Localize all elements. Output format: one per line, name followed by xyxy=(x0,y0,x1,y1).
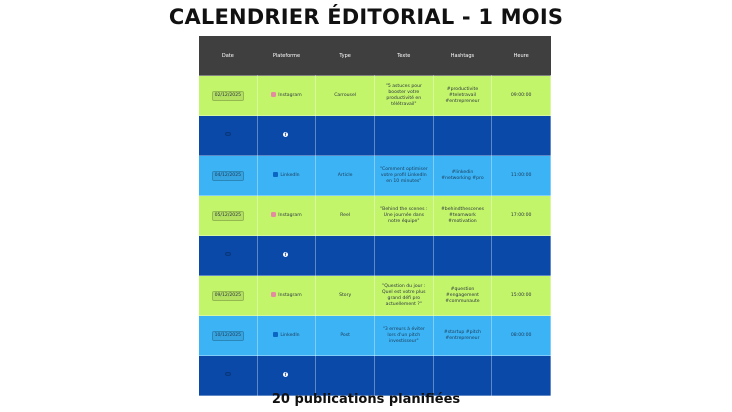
cell-type: Article xyxy=(316,156,375,196)
cell-type: Post xyxy=(316,316,375,356)
cell-text: "3 erreurs à éviter lors d'un pitch investisseur" xyxy=(374,316,433,356)
instagram-icon xyxy=(271,212,276,217)
cell-time: 08:00:00 xyxy=(492,316,551,356)
cell-platform xyxy=(257,76,316,116)
table-row xyxy=(199,316,551,356)
cell-type: Reel xyxy=(316,196,375,236)
linkedin-icon xyxy=(273,332,278,337)
column-header-text: Texte xyxy=(374,36,433,76)
cell-date xyxy=(199,276,258,316)
cell-hashtags xyxy=(433,356,492,396)
platform-label: Instagram xyxy=(278,213,302,218)
platform-label: LinkedIn xyxy=(280,333,300,338)
cell-text: "5 astuces pour booster votre productivité en télétravail" xyxy=(374,76,433,116)
cell-text xyxy=(374,356,433,396)
linkedin-icon xyxy=(273,172,278,177)
cell-type: Story xyxy=(316,276,375,316)
date-badge xyxy=(225,372,231,376)
cell-hashtags: #behindthescenes #teamwork #motivation xyxy=(433,196,492,236)
table-row xyxy=(199,236,551,276)
table-row xyxy=(199,116,551,156)
cell-type xyxy=(316,236,375,276)
column-header-date: Date xyxy=(199,36,258,76)
cell-date xyxy=(199,236,258,276)
cell-date xyxy=(199,76,258,116)
cell-date xyxy=(199,196,258,236)
cell-time xyxy=(492,116,551,156)
cell-type: Carrousel xyxy=(316,76,375,116)
date-badge: 02/12/2025 xyxy=(212,91,244,101)
column-header-time: Heure xyxy=(492,36,551,76)
editorial-calendar-table xyxy=(198,36,551,396)
date-badge: 05/12/2025 xyxy=(212,211,244,221)
cell-platform xyxy=(257,356,316,396)
instagram-icon xyxy=(271,292,276,297)
cell-platform xyxy=(257,156,316,196)
facebook-icon: f xyxy=(284,372,287,377)
column-header-platform: Plateforme xyxy=(257,36,316,76)
cell-platform xyxy=(257,316,316,356)
cell-text xyxy=(374,116,433,156)
cell-time: 17:00:00 xyxy=(492,196,551,236)
platform-label: Instagram xyxy=(278,293,302,298)
instagram-icon xyxy=(271,92,276,97)
platform-label: LinkedIn xyxy=(280,173,300,178)
cell-platform xyxy=(257,236,316,276)
cell-time: 09:00:00 xyxy=(492,76,551,116)
cell-time xyxy=(492,236,551,276)
cell-hashtags xyxy=(433,116,492,156)
date-badge: 04/12/2025 xyxy=(212,171,244,181)
cell-hashtags: #productivite #teletravail #entrepreneur xyxy=(433,76,492,116)
cell-text: "Behind the scenes : Une journée dans notre équipe" xyxy=(374,196,433,236)
cell-date xyxy=(199,156,258,196)
date-badge xyxy=(225,132,231,136)
table-row xyxy=(199,156,551,196)
table-row xyxy=(199,356,551,396)
table-row xyxy=(199,76,551,116)
table-header-row xyxy=(199,36,551,76)
cell-date xyxy=(199,316,258,356)
date-badge: 09/12/2025 xyxy=(212,291,244,301)
cell-text: "Comment optimiser votre profil LinkedIn en 10 minutes" xyxy=(374,156,433,196)
cell-hashtags: #linkedin #networking #pro xyxy=(433,156,492,196)
cell-platform xyxy=(257,276,316,316)
cell-time: 15:00:00 xyxy=(492,276,551,316)
table-row xyxy=(199,276,551,316)
cell-hashtags: #question #engagement #communaute xyxy=(433,276,492,316)
column-header-type: Type xyxy=(316,36,375,76)
cell-type xyxy=(316,116,375,156)
publication-count: 20 publications planifiées xyxy=(271,392,461,407)
cell-time: 11:00:00 xyxy=(492,156,551,196)
facebook-icon: f xyxy=(284,132,287,137)
cell-date xyxy=(199,356,258,396)
platform-label: Instagram xyxy=(278,93,302,98)
cell-type xyxy=(316,356,375,396)
cell-hashtags: #startup #pitch #entrepreneur xyxy=(433,316,492,356)
date-badge: 10/12/2025 xyxy=(212,331,244,341)
facebook-icon: f xyxy=(284,252,287,257)
cell-hashtags xyxy=(433,236,492,276)
column-header-hashtags: Hashtags xyxy=(433,36,492,76)
date-badge xyxy=(225,252,231,256)
cell-time xyxy=(492,356,551,396)
cell-date xyxy=(199,116,258,156)
cell-text: "Question du jour : Quel est votre plus grand défi pro actuellement ?" xyxy=(374,276,433,316)
cell-platform xyxy=(257,116,316,156)
cell-platform xyxy=(257,196,316,236)
table-row xyxy=(199,196,551,236)
page-title: CALENDRIER ÉDITORIAL - 1 MOIS xyxy=(168,5,564,29)
cell-text xyxy=(374,236,433,276)
